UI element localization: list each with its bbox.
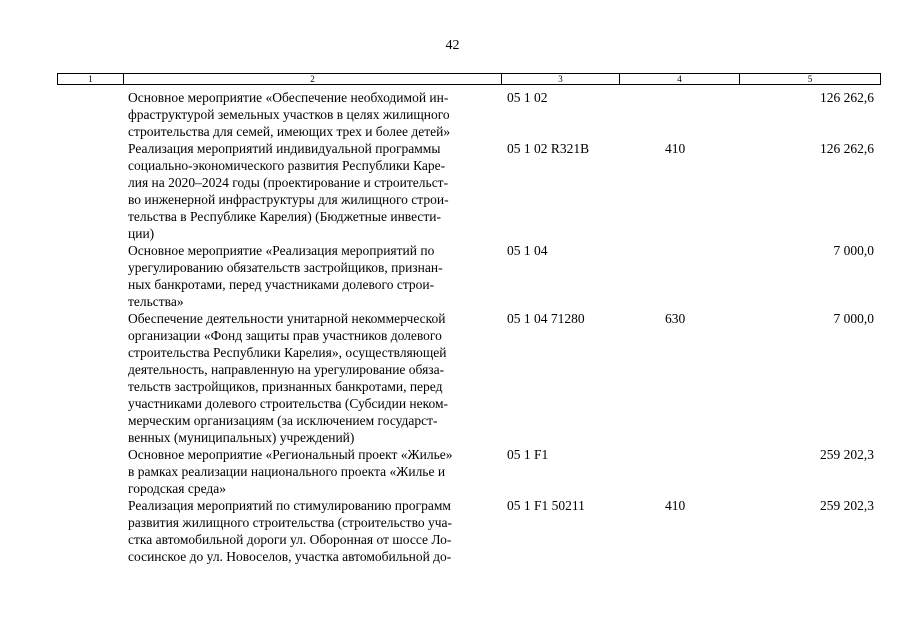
row-expense-type: 630 [665,311,686,326]
row-expense-type: 410 [665,141,686,156]
description-line: в рамках реализации национального проекта «Жилье и [128,464,446,479]
row-amount: 259 202,3 [820,447,874,462]
table-row [0,140,905,242]
row-description [128,446,492,497]
description-line: Основное мероприятие «Региональный проект «Жилье» [128,447,453,462]
row-code: 05 1 F1 [507,447,549,462]
description-line: Обеспечение деятельности унитарной некоммерческой [128,311,446,326]
description-line: фраструктурой земельных участков в целях жилищного [128,107,450,122]
table-row [0,89,905,140]
description-line: организации «Фонд защиты прав участников долевого [128,328,442,343]
row-description [128,242,492,310]
row-description [128,140,492,242]
row-amount: 126 262,6 [820,141,874,156]
description-line: деятельность, направленную на урегулирование обяза- [128,362,445,377]
description-line: ных банкротами, перед участниками долевого строи- [128,277,435,292]
column-header-3: 3 [502,74,620,85]
row-code: 05 1 02 R321B [507,141,590,156]
row-description [128,497,492,565]
description-line: участниками долевого строительства (Субсидии неком- [128,396,449,411]
table-row [0,497,905,565]
description-line: во инженерной инфраструктуры для жилищного строи- [128,192,449,207]
description-line: социально-экономического развития Республики Каре- [128,158,446,173]
row-code: 05 1 04 [507,243,548,258]
table-row [0,310,905,446]
row-amount: 126 262,6 [820,90,874,105]
column-header-1: 1 [58,74,124,85]
row-description [128,89,492,140]
column-header-5: 5 [740,74,881,85]
description-line: мерческим организациям (за исключением государст- [128,413,438,428]
description-line: тельства» [128,294,184,309]
description-line: тельств застройщиков, признанных банкротами, перед [128,379,443,394]
budget-table-body [0,89,905,565]
description-line: Основное мероприятие «Реализация мероприятий по [128,243,435,258]
page-number: 42 [445,38,460,53]
description-line: городская среда» [128,481,227,496]
description-line: Основное мероприятие «Обеспечение необходимой ин- [128,90,449,105]
description-line: урегулированию обязательств застройщиков, признан- [128,260,443,275]
description-line: венных (муниципальных) учреждений) [128,430,355,445]
row-expense-type: 410 [665,498,686,513]
description-line: Реализация мероприятий по стимулированию программ [128,498,451,513]
row-code: 05 1 04 71280 [507,311,585,326]
description-line: ции) [128,226,155,241]
row-amount: 7 000,0 [833,243,874,258]
description-line: развития жилищного строительства (строительство уча- [128,515,452,530]
table-row [0,242,905,310]
column-header-4: 4 [620,74,740,85]
description-line: Реализация мероприятий индивидуальной программы [128,141,441,156]
row-description [128,310,492,446]
description-line: сосинское до ул. Новоселов, участка автомобильной до- [128,549,452,564]
column-header-row [58,74,881,85]
column-header-2: 2 [124,74,502,85]
row-amount: 259 202,3 [820,498,874,513]
description-line: строительства для семей, имеющих трех и более детей» [128,124,451,139]
row-code: 05 1 02 [507,90,548,105]
table-row [0,446,905,497]
description-line: стка автомобильной дороги ул. Оборонная от шоссе Ло- [128,532,452,547]
column-header-table [57,73,881,85]
description-line: строительства Республики Карелия», осуществляющей [128,345,447,360]
description-line: лия на 2020–2024 годы (проектирование и строительст- [128,175,449,190]
row-code: 05 1 F1 50211 [507,498,585,513]
description-line: тельства в Республике Карелия) (Бюджетные инвести- [128,209,442,224]
row-amount: 7 000,0 [833,311,874,326]
